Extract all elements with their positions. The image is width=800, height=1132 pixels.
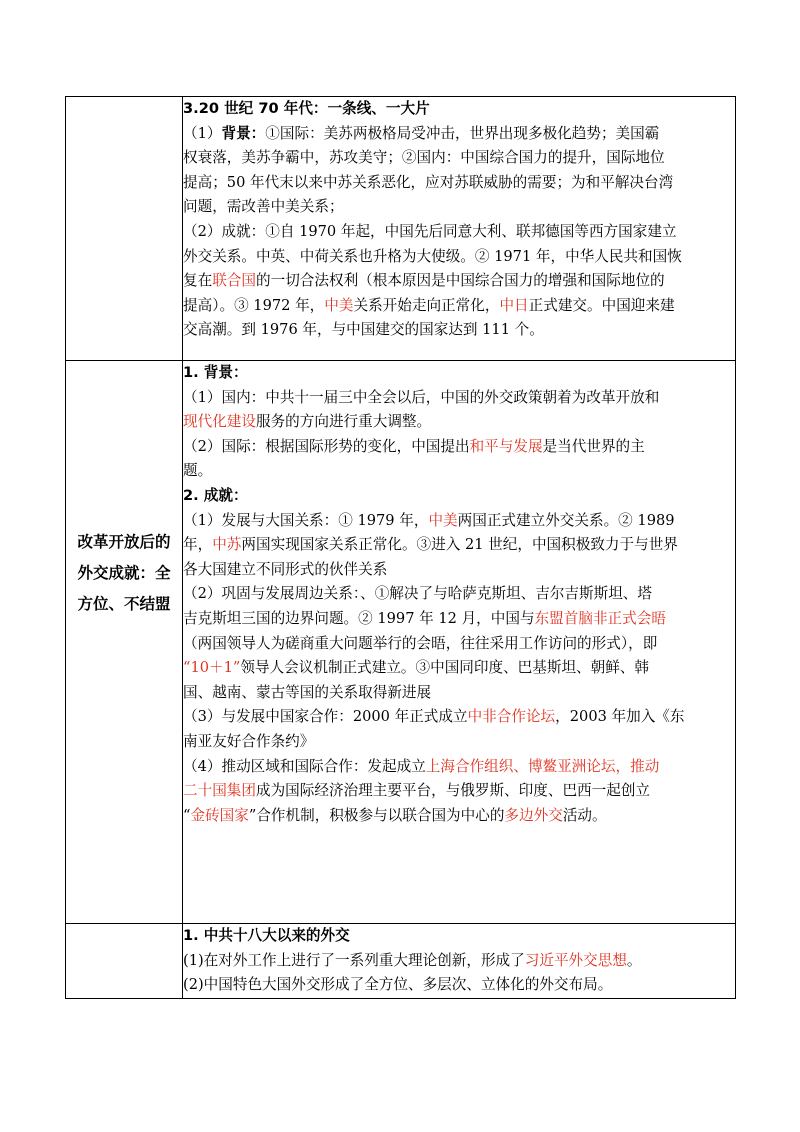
body-text: （3）与发展中国家合作：2000 年正式成立 [183, 708, 468, 726]
body-text: （2）成就：①自 1970 年起，中国先后同意大利、联邦德国等西方国家建立 [183, 222, 677, 240]
text-line [183, 558, 735, 583]
highlight-term: 中苏 [212, 536, 242, 554]
text-line [183, 318, 735, 343]
text-line [183, 361, 735, 386]
text-line [183, 245, 735, 270]
label-line: 方位、不结盟 [77, 595, 171, 613]
highlight-term: 上海合作组织、博鳌亚洲论坛，推动 [425, 757, 660, 775]
heading-text: 3.20 世纪 70 年代：一条线、一大片 [183, 100, 430, 117]
body-text: 复在 [183, 272, 213, 290]
heading-text: 1. 中共十八大以来的外交 [183, 927, 350, 944]
highlight-term: “10＋1” [183, 659, 241, 677]
text-line [183, 533, 735, 558]
highlight-term: 中美 [428, 511, 458, 529]
body-text: (1)在对外工作上进行了一系列重大理论创新，形成了 [183, 951, 525, 969]
highlight-term: 金砖国家 [190, 806, 249, 824]
text-line [183, 171, 735, 196]
text-line [183, 269, 735, 294]
highlight-term: 二十国集团 [183, 782, 256, 800]
text-line [183, 804, 735, 829]
text-line [183, 632, 735, 657]
text-line [183, 779, 735, 804]
body-text: ①国际：美苏两极格局受冲击，世界出现多极化趋势；美国霸 [265, 124, 660, 142]
highlight-term: 中非合作论坛 [467, 708, 556, 726]
body-text: （2）巩固与发展周边关系：、①解决了与哈萨克斯坦、吉尔吉斯斯坦、塔 [183, 585, 652, 603]
body-text: （2）国际：根据国际形势的变化，中国提出 [183, 437, 470, 455]
text-line [183, 924, 735, 949]
text-line [183, 509, 735, 534]
heading-text: 背景： [221, 124, 266, 142]
row-reform-label-cell [66, 361, 183, 924]
highlight-term: 中日 [499, 296, 529, 314]
text-line [183, 730, 735, 755]
text-line [183, 656, 735, 681]
text-line [183, 755, 735, 780]
body-text: （1）国内：中共十一届三中全会以后，中国的外交政策朝着为改革开放和 [183, 388, 660, 406]
row-1970s-label-cell [66, 97, 183, 361]
body-text: 是当代世界的主 [542, 437, 645, 455]
body-text: （两国领导人为磋商重大问题举行的会晤，往往采用工作访问的形式），即 [183, 634, 658, 652]
text-line [183, 146, 735, 171]
highlight-term: 联合国 [212, 272, 256, 290]
row-18th-label-cell [66, 924, 183, 999]
highlight-term: 多边外交 [504, 806, 563, 824]
body-text: 关系开始走向正常化， [353, 296, 500, 314]
body-text: “ [183, 806, 191, 824]
body-text: 提高；50 年代末以来中苏关系恶化，应对苏联威胁的需要；为和平解决台湾 [183, 173, 674, 191]
text-line [183, 294, 735, 319]
row-1970s [66, 97, 736, 361]
body-text: 吉克斯坦三国的边界问题。② 1997 年 12 月，中国与 [183, 609, 535, 627]
body-text: 的一切合法权利（根本原因是中国综合国力的增强和国际地位的 [256, 272, 665, 290]
body-text: 交高潮。到 1976 年，与中国建交的国家达到 111 个。 [183, 321, 544, 339]
row-reform-label [66, 361, 182, 620]
row-1970s-content [183, 97, 736, 361]
body-text: 两国正式建立外交关系。② 1989 [457, 511, 675, 529]
row-18th-content [183, 924, 736, 999]
highlight-term: 习近平外交思想 [524, 951, 627, 969]
heading-text: 2. 成就： [183, 486, 248, 504]
body-text: ，2003 年加入《东 [555, 708, 685, 726]
text-line [183, 220, 735, 245]
body-text: 两国实现国家关系正常化。③进入 21 世纪，中国积极致力于与世界 [241, 536, 678, 554]
section-18th-text [183, 924, 735, 998]
body-text: 题。 [183, 462, 213, 480]
body-text: 活动。 [562, 806, 607, 824]
body-text: 外交关系。中英、中荷关系也升格为大使级。② 1971 年，中华人民共和国恢 [183, 247, 682, 265]
text-line [183, 705, 735, 730]
body-text: 。 [626, 951, 642, 969]
row-18th-congress [66, 924, 736, 999]
body-text: 权衰落，美苏争霸中，苏攻美守；②国内：中国综合国力的提升，国际地位 [183, 149, 665, 167]
section-1970s-text [183, 97, 735, 343]
body-text: 年， [183, 536, 213, 554]
body-text: ”合作机制，积极参与以联合国为中心的 [248, 806, 505, 824]
highlight-term: 现代化建设 [183, 413, 256, 431]
body-text: 领导人会议机制正式建立。③中国同印度、巴基斯坦、朝鲜、韩 [240, 659, 650, 677]
text-line [183, 973, 735, 998]
highlight-term: 东盟首脑非正式会晤 [534, 609, 666, 627]
body-text: 服务的方向进行重大调整。 [255, 413, 432, 431]
body-text: （1）发展与大国关系：① 1979 年， [183, 511, 429, 529]
body-text: （1） [183, 124, 222, 142]
body-text: （4）推动区域和国际合作：发起成立 [183, 757, 426, 775]
text-line [183, 607, 735, 632]
text-line [183, 484, 735, 509]
text-line [183, 122, 735, 147]
body-text: 南亚友好合作条约》 [183, 732, 315, 750]
outline-table [65, 96, 736, 999]
text-line [183, 681, 735, 706]
body-text: 国、越南、蒙古等国的关系取得新进展 [183, 683, 432, 701]
heading-text: 1. 背景： [183, 364, 248, 381]
text-line [183, 195, 735, 220]
body-text: 提高）。③ 1972 年， [183, 296, 325, 314]
text-line [183, 459, 735, 484]
section-reform-text [183, 361, 735, 828]
body-text: (2)中国特色大国外交形成了全方位、多层次、立体化的外交布局。 [183, 976, 613, 994]
text-line [183, 97, 735, 122]
highlight-term: 和平与发展 [469, 437, 543, 455]
label-line: 改革开放后的 [77, 533, 171, 551]
label-line: 外交成就：全 [77, 564, 171, 582]
body-text: 各大国建立不同形式的伙伴关系 [183, 560, 388, 578]
body-text: 正式建交。中国迎来建 [528, 296, 675, 314]
text-line [183, 410, 735, 435]
row-reform-content [183, 361, 736, 924]
row-reform [66, 361, 736, 924]
text-line [183, 386, 735, 411]
text-line [183, 435, 735, 460]
body-text: 成为国际经济治理主要平台，与俄罗斯、印度、巴西一起创立 [255, 782, 651, 800]
text-line [183, 949, 735, 974]
body-text: 问题，需改善中美关系； [183, 198, 344, 216]
highlight-term: 中美 [324, 296, 354, 314]
text-line [183, 582, 735, 607]
